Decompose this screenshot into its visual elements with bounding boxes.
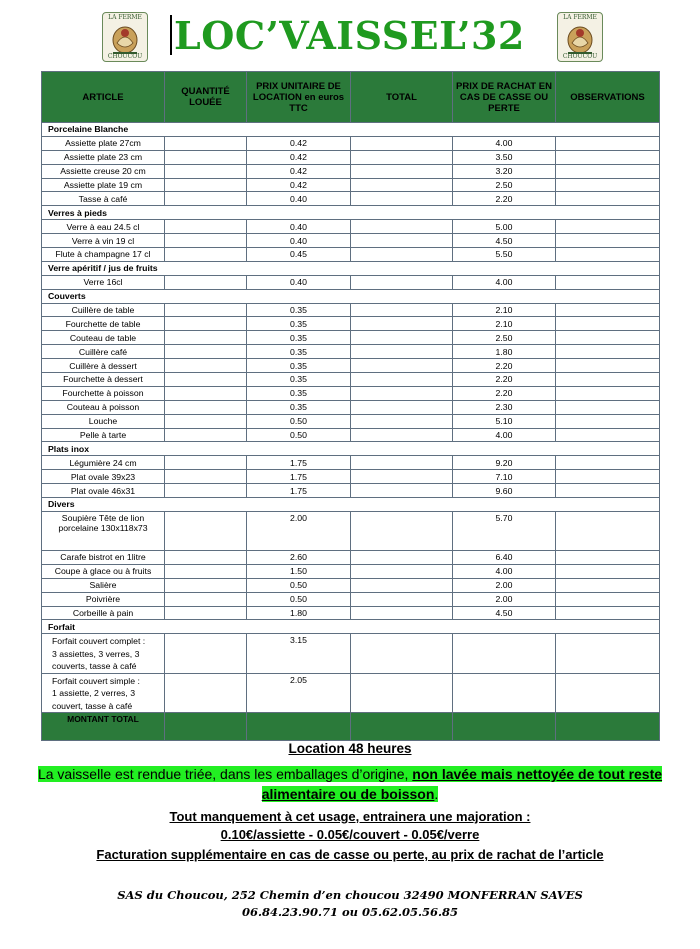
observations-cell: [556, 511, 660, 550]
total-cell: [351, 248, 453, 262]
category-label: Forfait: [42, 620, 660, 634]
unit-price-cell: 0.50: [247, 414, 351, 428]
observations-cell: [556, 136, 660, 150]
total-cell: [351, 673, 453, 713]
table-row: [42, 606, 660, 620]
buyback-price-cell: 3.20: [453, 164, 556, 178]
quantity-cell: [165, 414, 247, 428]
table-row: [42, 373, 660, 387]
article-name: Couteau à poisson: [42, 400, 165, 414]
table-row: [42, 220, 660, 234]
quantity-cell: [165, 592, 247, 606]
observations-cell: [556, 164, 660, 178]
buyback-price-cell: 2.30: [453, 400, 556, 414]
quantity-cell: [165, 373, 247, 387]
table-row: [42, 192, 660, 206]
article-name: Louche: [42, 414, 165, 428]
observations-cell: [556, 178, 660, 192]
quantity-cell: [165, 428, 247, 442]
category-label: Divers: [42, 498, 660, 512]
observations-cell: [556, 484, 660, 498]
logo-bottom-text: CHOUCOU: [107, 53, 143, 60]
quantity-cell: [165, 150, 247, 164]
quantity-cell: [165, 470, 247, 484]
observations-cell: [556, 192, 660, 206]
article-name: Couteau de table: [42, 331, 165, 345]
quantity-cell: [165, 164, 247, 178]
farm-logo-left: [102, 12, 148, 62]
col-header-buyback-price: PRIX DE RACHAT EN CAS DE CASSE OU PERTE: [453, 72, 556, 123]
penalty-values: 0.10€/assiette - 0.05€/couvert - 0.05€/verre: [220, 827, 480, 842]
buyback-price-cell: 5.10: [453, 414, 556, 428]
article-name: Assiette plate 23 cm: [42, 150, 165, 164]
quantity-cell: [165, 220, 247, 234]
article-name: Tasse à café: [42, 192, 165, 206]
observations-cell: [556, 317, 660, 331]
category-row: [42, 206, 660, 220]
unit-price-cell: 0.42: [247, 178, 351, 192]
unit-price-cell: 0.40: [247, 220, 351, 234]
buyback-price-cell: 2.20: [453, 386, 556, 400]
article-name-line: couverts, tasse à café: [52, 661, 137, 672]
quantity-cell: [165, 317, 247, 331]
table-row: [42, 136, 660, 150]
table-row: [42, 511, 660, 550]
total-cell: [351, 578, 453, 592]
table-row: [42, 303, 660, 317]
total-cell: [351, 373, 453, 387]
article-name: Pelle à tarte: [42, 428, 165, 442]
observations-cell: [556, 428, 660, 442]
quantity-cell: [165, 456, 247, 470]
total-cell: [351, 386, 453, 400]
total-buyback-cell: [453, 713, 556, 741]
total-cell: [351, 456, 453, 470]
total-cell: [351, 220, 453, 234]
observations-cell: [556, 331, 660, 345]
buyback-price-cell: 5.00: [453, 220, 556, 234]
quantity-cell: [165, 634, 247, 674]
unit-price-cell: 0.35: [247, 373, 351, 387]
table-row: [42, 592, 660, 606]
quantity-cell: [165, 606, 247, 620]
quantity-cell: [165, 400, 247, 414]
unit-price-cell: 3.15: [247, 634, 351, 674]
col-header-total: TOTAL: [351, 72, 453, 123]
total-cell: [351, 400, 453, 414]
article-name: Plat ovale 46x31: [42, 484, 165, 498]
observations-cell: [556, 470, 660, 484]
table-row: [42, 345, 660, 359]
table-row: [42, 164, 660, 178]
table-row: [42, 578, 660, 592]
observations-cell: [556, 150, 660, 164]
observations-cell: [556, 345, 660, 359]
quantity-cell: [165, 234, 247, 248]
return-conditions-emphasis: non lavée mais nettoyée de tout reste alimentaire ou de boisson: [261, 766, 663, 802]
table-body: [42, 123, 660, 741]
observations-cell: [556, 550, 660, 564]
observations-cell: [556, 414, 660, 428]
article-name: Assiette plate 27cm: [42, 136, 165, 150]
buyback-price-cell: 2.20: [453, 373, 556, 387]
article-name: Verre à eau 24.5 cl: [42, 220, 165, 234]
total-cell: [351, 414, 453, 428]
total-cell: [351, 275, 453, 289]
total-cell: [351, 136, 453, 150]
total-cell: [351, 303, 453, 317]
article-name: Plat ovale 39x23: [42, 470, 165, 484]
buyback-price-cell: 7.10: [453, 470, 556, 484]
buyback-price-cell: [453, 634, 556, 674]
total-row: [42, 713, 660, 741]
unit-price-cell: 0.40: [247, 234, 351, 248]
category-label: Verre apéritif / jus de fruits: [42, 261, 660, 275]
page-title: LOC’VAISSEL’32: [174, 13, 525, 58]
buyback-price-cell: 2.10: [453, 303, 556, 317]
return-conditions-text: La vaisselle est rendue triée, dans les emballages d’origine,: [37, 766, 413, 782]
total-cell: [351, 192, 453, 206]
unit-price-cell: 0.50: [247, 578, 351, 592]
buyback-price-cell: 3.50: [453, 150, 556, 164]
unit-price-cell: 0.35: [247, 359, 351, 373]
unit-price-cell: 0.35: [247, 400, 351, 414]
table-row: [42, 234, 660, 248]
table-row: [42, 275, 660, 289]
unit-price-cell: 0.35: [247, 331, 351, 345]
total-cell: [351, 150, 453, 164]
quantity-cell: [165, 192, 247, 206]
buyback-price-cell: 4.50: [453, 606, 556, 620]
article-name: Flute à champagne 17 cl: [42, 248, 165, 262]
article-name-line: porcelaine 130x118x73: [58, 522, 148, 533]
total-amount-cell: [351, 713, 453, 741]
table-row: [42, 331, 660, 345]
unit-price-cell: 1.80: [247, 606, 351, 620]
return-conditions-end: .: [434, 786, 439, 802]
quantity-cell: [165, 178, 247, 192]
observations-cell: [556, 248, 660, 262]
total-cell: [351, 331, 453, 345]
company-phones: 06.84.23.90.71 ou 05.62.05.56.85: [241, 905, 459, 919]
quantity-cell: [165, 275, 247, 289]
unit-price-cell: 0.50: [247, 592, 351, 606]
observations-cell: [556, 578, 660, 592]
category-row: [42, 289, 660, 303]
article-name: [42, 673, 165, 713]
observations-cell: [556, 303, 660, 317]
table-row: [42, 150, 660, 164]
total-cell: [351, 470, 453, 484]
quantity-cell: [165, 331, 247, 345]
total-cell: [351, 234, 453, 248]
buyback-price-cell: 2.10: [453, 317, 556, 331]
total-cell: [351, 511, 453, 550]
observations-cell: [556, 592, 660, 606]
total-cell: [351, 564, 453, 578]
buyback-price-cell: 6.40: [453, 550, 556, 564]
quantity-cell: [165, 578, 247, 592]
buyback-price-cell: 9.60: [453, 484, 556, 498]
unit-price-cell: 1.75: [247, 456, 351, 470]
observations-cell: [556, 634, 660, 674]
article-name: Fourchette à poisson: [42, 386, 165, 400]
table-row: [42, 428, 660, 442]
unit-price-cell: 2.05: [247, 673, 351, 713]
buyback-price-cell: 4.00: [453, 428, 556, 442]
article-name: Carafe bistrot en 1litre: [42, 550, 165, 564]
observations-cell: [556, 400, 660, 414]
observations-cell: [556, 386, 660, 400]
table-row: [42, 470, 660, 484]
buyback-price-cell: 4.50: [453, 234, 556, 248]
observations-cell: [556, 220, 660, 234]
article-name-line: 3 assiettes, 3 verres, 3: [52, 648, 140, 659]
logo-top-text: LA FERME: [108, 14, 142, 21]
quantity-cell: [165, 345, 247, 359]
table-row: [42, 317, 660, 331]
unit-price-cell: 0.42: [247, 164, 351, 178]
table-row: [42, 400, 660, 414]
total-price-cell: [247, 713, 351, 741]
table-row: [42, 673, 660, 713]
article-name: Légumière 24 cm: [42, 456, 165, 470]
buyback-price-cell: 5.70: [453, 511, 556, 550]
article-name-line: Forfait couvert simple :: [52, 675, 140, 686]
article-name: Cuillère à dessert: [42, 359, 165, 373]
col-header-article: ARTICLE: [42, 72, 165, 123]
category-label: Plats inox: [42, 442, 660, 456]
buyback-price-cell: 9.20: [453, 456, 556, 470]
category-row: [42, 442, 660, 456]
billing-note: Facturation supplémentaire en cas de casse ou perte, au prix de rachat de l’article: [96, 847, 604, 862]
buyback-price-cell: 2.20: [453, 192, 556, 206]
quantity-cell: [165, 550, 247, 564]
quantity-cell: [165, 386, 247, 400]
unit-price-cell: 0.42: [247, 136, 351, 150]
article-name: Assiette creuse 20 cm: [42, 164, 165, 178]
rental-duration: Location 48 heures: [288, 741, 412, 756]
article-name: Fourchette de table: [42, 317, 165, 331]
col-header-unit-price: PRIX UNITAIRE DE LOCATION en euros TTC: [247, 72, 351, 123]
article-name: Poivrière: [42, 592, 165, 606]
category-row: [42, 261, 660, 275]
farm-logo-right: [557, 12, 603, 62]
penalty-line: Tout manquement à cet usage, entrainera une majoration :: [169, 809, 531, 824]
quantity-cell: [165, 248, 247, 262]
table-row: [42, 550, 660, 564]
quantity-cell: [165, 303, 247, 317]
observations-cell: [556, 234, 660, 248]
article-name: Assiette plate 19 cm: [42, 178, 165, 192]
article-name: Cuillère de table: [42, 303, 165, 317]
buyback-price-cell: 1.80: [453, 345, 556, 359]
article-name: Corbeille à pain: [42, 606, 165, 620]
table-row: [42, 564, 660, 578]
unit-price-cell: 1.75: [247, 470, 351, 484]
col-header-observations: OBSERVATIONS: [556, 72, 660, 123]
return-conditions: [0, 764, 700, 804]
unit-price-cell: 0.45: [247, 248, 351, 262]
article-name-line: Forfait couvert complet :: [52, 636, 146, 647]
table-header-row: [42, 72, 660, 123]
quantity-cell: [165, 673, 247, 713]
category-row: [42, 620, 660, 634]
total-cell: [351, 550, 453, 564]
unit-price-cell: 2.00: [247, 511, 351, 550]
table-row: [42, 484, 660, 498]
quantity-cell: [165, 359, 247, 373]
company-address: SAS du Choucou, 252 Chemin d’en choucou 32490 MONFERRAN SAVES: [117, 888, 583, 902]
buyback-price-cell: 4.00: [453, 564, 556, 578]
observations-cell: [556, 373, 660, 387]
unit-price-cell: 0.40: [247, 192, 351, 206]
total-cell: [351, 178, 453, 192]
table-row: [42, 414, 660, 428]
title-cursor-bar: [170, 15, 172, 55]
unit-price-cell: 2.60: [247, 550, 351, 564]
table-row: [42, 248, 660, 262]
article-name: [42, 634, 165, 674]
total-cell: [351, 634, 453, 674]
quantity-cell: [165, 511, 247, 550]
quantity-cell: [165, 136, 247, 150]
observations-cell: [556, 564, 660, 578]
article-name: Salière: [42, 578, 165, 592]
observations-cell: [556, 359, 660, 373]
category-label: Porcelaine Blanche: [42, 123, 660, 137]
buyback-price-cell: 2.20: [453, 359, 556, 373]
buyback-price-cell: 2.50: [453, 178, 556, 192]
category-row: [42, 498, 660, 512]
article-name: Verre à vin 19 cl: [42, 234, 165, 248]
table-row: [42, 634, 660, 674]
rental-price-table: [41, 71, 660, 741]
article-name: [42, 511, 165, 550]
article-name-line: 1 assiette, 2 verres, 3: [52, 688, 136, 699]
observations-cell: [556, 606, 660, 620]
return-conditions-highlight: [38, 766, 662, 802]
table-row: [42, 456, 660, 470]
buyback-price-cell: [453, 673, 556, 713]
total-cell: [351, 428, 453, 442]
total-cell: [351, 317, 453, 331]
buyback-price-cell: 2.50: [453, 331, 556, 345]
article-name: Verre 16cl: [42, 275, 165, 289]
total-label: MONTANT TOTAL: [42, 713, 165, 741]
col-header-quantity: QUANTITÉ LOUÉE: [165, 72, 247, 123]
article-name: Coupe à glace ou à fruits: [42, 564, 165, 578]
total-cell: [351, 484, 453, 498]
category-row: [42, 123, 660, 137]
unit-price-cell: 0.35: [247, 317, 351, 331]
unit-price-cell: 0.42: [247, 150, 351, 164]
article-name: Fourchette à dessert: [42, 373, 165, 387]
unit-price-cell: 0.35: [247, 345, 351, 359]
observations-cell: [556, 673, 660, 713]
total-cell: [351, 592, 453, 606]
category-label: Couverts: [42, 289, 660, 303]
unit-price-cell: 1.75: [247, 484, 351, 498]
buyback-price-cell: 2.00: [453, 578, 556, 592]
category-label: Verres à pieds: [42, 206, 660, 220]
total-cell: [351, 164, 453, 178]
article-name-line: Soupière Tête de lion: [61, 512, 145, 523]
observations-cell: [556, 275, 660, 289]
buyback-price-cell: 5.50: [453, 248, 556, 262]
article-name-line: couvert, tasse à café: [52, 700, 133, 711]
total-cell: [351, 345, 453, 359]
unit-price-cell: 0.35: [247, 303, 351, 317]
unit-price-cell: 0.50: [247, 428, 351, 442]
unit-price-cell: 1.50: [247, 564, 351, 578]
quantity-cell: [165, 564, 247, 578]
buyback-price-cell: 4.00: [453, 275, 556, 289]
table-row: [42, 178, 660, 192]
quantity-cell: [165, 484, 247, 498]
buyback-price-cell: 2.00: [453, 592, 556, 606]
total-quantity-cell: [165, 713, 247, 741]
total-cell: [351, 359, 453, 373]
unit-price-cell: 0.35: [247, 386, 351, 400]
observations-cell: [556, 456, 660, 470]
total-observations-cell: [556, 713, 660, 741]
table-row: [42, 386, 660, 400]
logo-bottom-text: CHOUCOU: [562, 53, 598, 60]
total-cell: [351, 606, 453, 620]
article-name: Cuillère café: [42, 345, 165, 359]
unit-price-cell: 0.40: [247, 275, 351, 289]
buyback-price-cell: 4.00: [453, 136, 556, 150]
logo-top-text: LA FERME: [563, 14, 597, 21]
table-row: [42, 359, 660, 373]
